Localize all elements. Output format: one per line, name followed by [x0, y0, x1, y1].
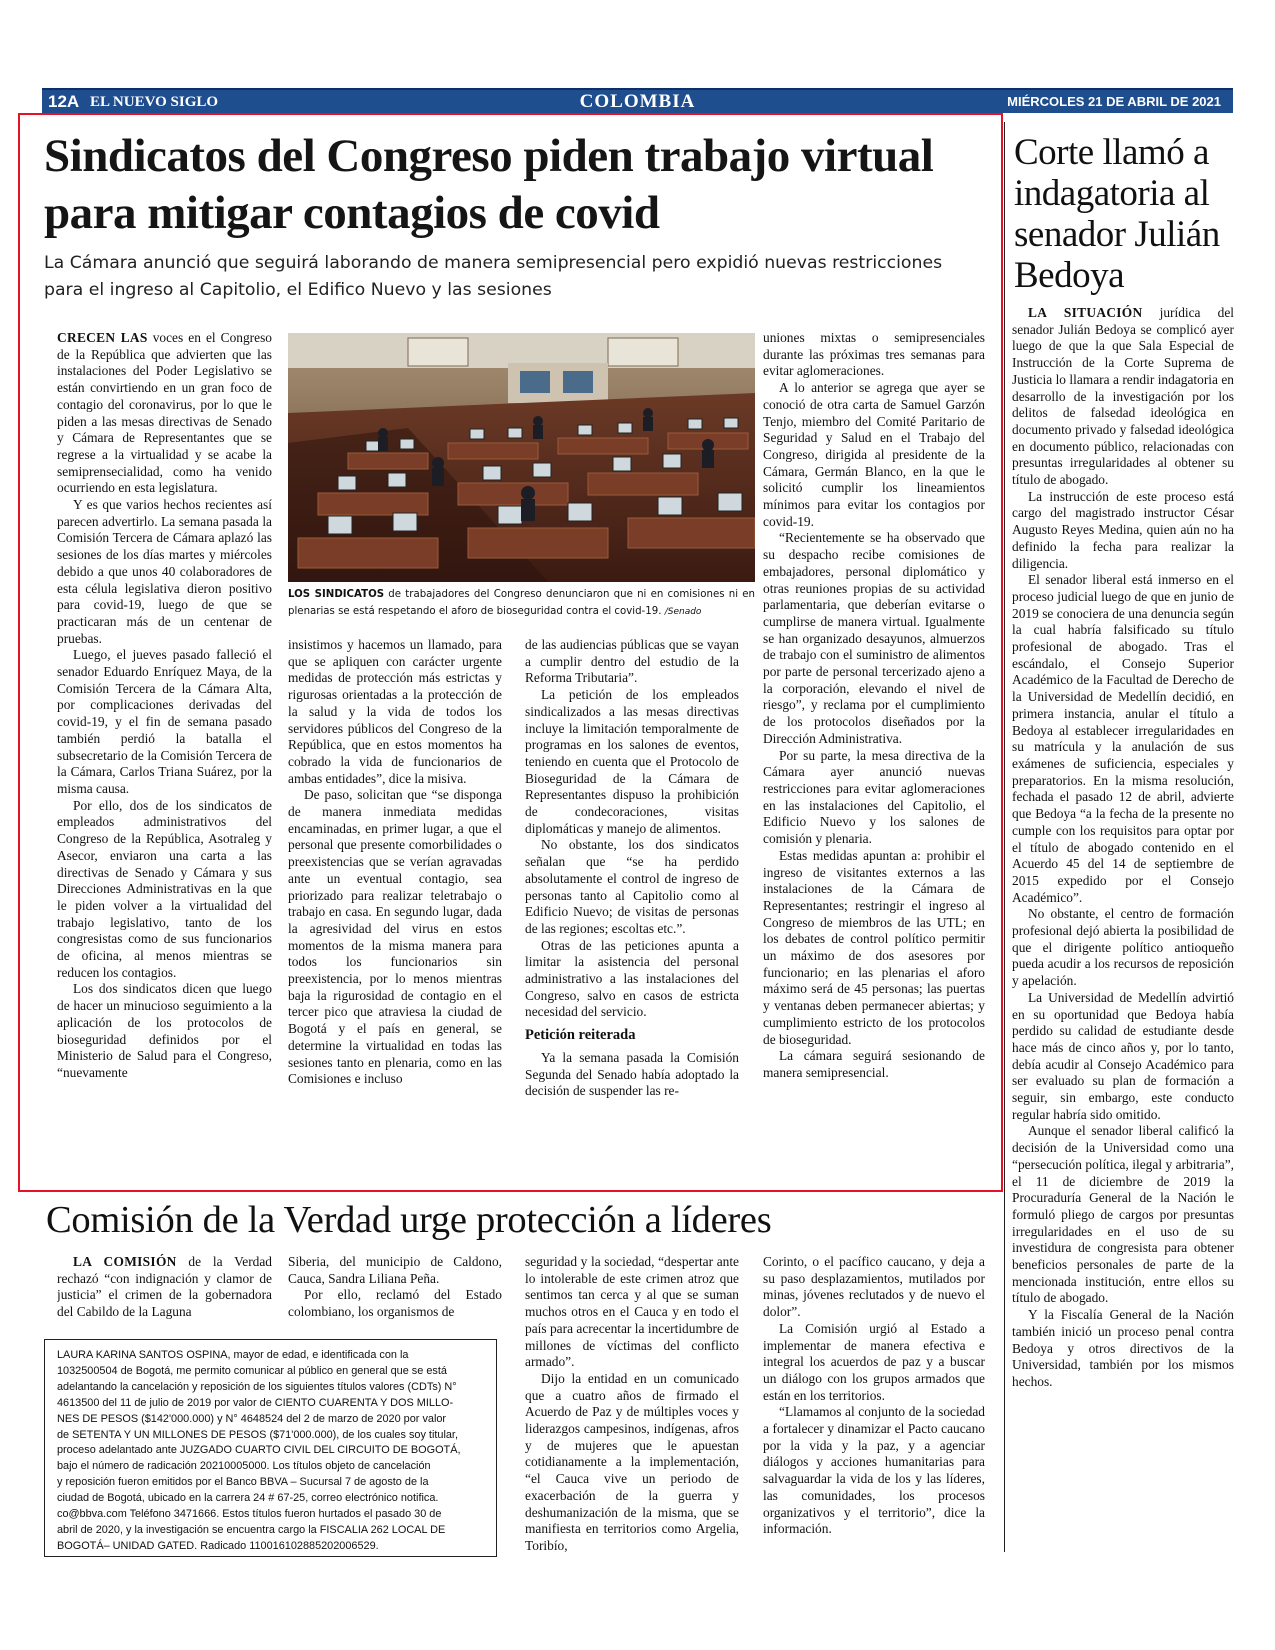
article-paragraph: Por su parte, la mesa directiva de la Cámara ayer anunció nuevas restricciones para evitar aglomeraciones en las instalaciones del Capitolio, el Edificio Nuevo y los salones de comisión y plenaria.	[763, 747, 985, 847]
article-paragraph: Los dos sindicatos dicen que luego de hacer un minucioso seguimiento a la aplicación de los protocolos de bioseguridad definidos por el Ministerio de Salud para el Congreso, “nuevamente	[57, 981, 272, 1080]
photo-credit: /Senado	[664, 607, 702, 617]
article-paragraph: De paso, solicitan que “se disponga de manera inmediata medidas encaminadas, en primer lugar, a que el personal que presente comorbilidades o preexistencias que se verían agravadas ante un eventual contagio, sea priorizado para realizar teletrabajo o trabajo en casa. En segundo lugar, dada la agresividad del virus en estos momentos de la misma manera para todos los funcionarios sin preexistencia, por lo menos mientras baja la rigurosidad de contagio en el tercer pico que atraviesa la ciudad de Bogotá y el país en general, se determine la virtualidad en todas las sesiones tanto en plenaria, como en las Comisiones e incluso	[288, 787, 502, 1087]
photo-caption	[288, 586, 755, 621]
notice-line: LAURA KARINA SANTOS OSPINA, mayor de edad, e identificada con la	[57, 1349, 409, 1361]
article-paragraph: de las audiencias públicas que se vayan a cumplir dentro del estudio de la Reforma Tributaria”.	[525, 637, 739, 686]
main-headline: Sindicatos del Congreso piden trabajo virtual para mitigar contagios de covid	[44, 130, 934, 239]
article-paragraph	[57, 330, 272, 497]
article-paragraph: La Comisión urgió al Estado a implementar de manera efectiva e integral los acuerdos de paz y a buscar un diálogo con los grupos armados que están en los territorios.	[763, 1320, 985, 1403]
lead-in: LA SITUACIÓN	[1028, 305, 1143, 320]
main-article-column-4	[763, 330, 985, 1182]
caption-lead: LOS SINDICATOS	[288, 589, 385, 600]
article-paragraph: A lo anterior se agrega que ayer se conoció de otra carta de Samuel Garzón Tenjo, miembro del Comité Paritario de Seguridad y Salud en el Trabajo del Congreso, dirigida al presidente de la Cámara, Germán Blanco, en la que le solicitó cumplir los lineamientos mínimos para evitar los contagios por covid-19.	[763, 380, 985, 529]
notice-line: co@bbva.com Teléfono 3471666. Estos títulos fueron hurtados el pasado 30 de	[57, 1508, 442, 1521]
article-paragraph: uniones mixtas o semipresenciales durante las próximas tres semanas para evitar aglomeraciones.	[763, 330, 985, 379]
article-paragraph: La cámara seguirá sesionando de manera semipresencial.	[763, 1048, 985, 1080]
bottom-article-column-1	[57, 1254, 272, 1336]
section-name: COLOMBIA	[579, 91, 696, 112]
article-paragraph: Y es que varios hechos recientes así parecen advertirlo. La semana pasada la Comisión Tercera de Cámara aplazó las sesiones de los días martes y miércoles debido a que unos 40 colaboradores de esta célula legislativa dieron positivo para covid-19, luego de que se practicaran más de un centenar de pruebas.	[57, 497, 272, 646]
paragraph-text: jurídica del senador Julián Bedoya se complicó ayer luego de que la que Sala Especial de Instrucción de la Corte Suprema de Justicia lo llamara a rendir indagatoria en desarrollo de la investigación por los delitos de falsedad ideológica en documento privado y falsedad ideológica en documento público, relacionadas con presuntas irregularidades al obtener su título de abogado.	[1012, 305, 1234, 488]
main-article-column-2	[288, 637, 502, 1182]
article-paragraph: No obstante, los dos sindicatos señalan que “se ha perdido absolutamente el control de ingreso de personas tanto al Capitolio como al Edificio Nuevo; de visitas de personas de las regiones; escoltas etc.”.	[525, 837, 739, 936]
article-paragraph: insistimos y hacemos un llamado, para que se apliquen con carácter urgente medidas de protección más estrictas y rigurosas orientadas a la protección de la salud y la vida de todos los servidores públicos del Congreso de la República, que en estos momentos ha cobrado la vida de funcionarios de ambas entidades”, dice la misiva.	[288, 637, 502, 786]
article-paragraph: Corinto, o el pacífico caucano, y deja a su paso desplazamientos, mutilados por minas, jóvenes reclutados y de nuevo el dolor”.	[763, 1254, 985, 1320]
article-paragraph: Y la Fiscalía General de la Nación también inició un proceso penal contra Bedoya y otros directivos de la Universidad, también por los mismos hechos.	[1012, 1307, 1234, 1389]
paragraph-text: de la Verdad rechazó “con indignación y clamor de justicia” el crimen de la gobernadora del Cabildo de la Laguna	[57, 1254, 272, 1320]
notice-line: proceso adelantado ante JUZGADO CUARTO CIVIL DEL CIRCUITO DE BOGOTÁ,	[57, 1444, 461, 1457]
article-paragraph: “Llamamos al conjunto de la sociedad a fortalecer y dinamizar el Pacto caucano por la vida y la paz, y a agenciar diálogos y acciones humanitarias para salvaguardar la vida de los y las líderes, las comunidades, los procesos organizativos y el territorio”, dice la información.	[763, 1404, 985, 1537]
notice-line: adelantando la cancelación y reposición de los siguientes títulos valores (CDTs) N°	[57, 1380, 457, 1393]
notice-line: 1032500504 de Bogotá, me permito comunicar al público en general que se está	[57, 1364, 447, 1377]
subheading: Petición reiterada	[525, 1027, 636, 1044]
article-paragraph: Siberia, del municipio de Caldono, Cauca, Sandra Liliana Peña.	[288, 1254, 502, 1286]
article-paragraph: La instrucción de este proceso está cargo del magistrado instructor César Augusto Reyes Medina, quien aún no ha definido la fecha para realizar la diligencia.	[1012, 488, 1234, 571]
article-paragraph: El senador liberal está inmerso en el proceso judicial luego de que en junio de 2019 se conociera de una denuncia según la cual habría falsificado su título profesional de abogado. Tras el escándalo, el Consejo Superior Académico de la Facultad de Derecho de la Universidad de Medellín decidió, en primera instancia, anular el título a Bedoya al establecer irregularidades en su matrícula y la anulación de sus exámenes de suficiencia, especiales y preparatorios. En la misma resolución, fechada el pasado 12 de abril, advierte que Bedoya “a la fecha de la presente no cumple con los requisitos para optar por el título de abogado contenido en el Acuerdo 45 del 14 de septiembre de 2015 expedido por el Consejo Académico”.	[1012, 572, 1234, 905]
article-paragraph: La Universidad de Medellín advirtió en su oportunidad que Bedoya había perdido su calidad de estudiante desde hace más de cinco años y, por lo tanto, debía acudir al Consejo Académico para ser evaluado su plan de formación a seguir, sin embargo, este conducto regular habría sido omitido.	[1012, 989, 1234, 1122]
legal-notice-box	[44, 1339, 497, 1557]
article-paragraph: La petición de los empleados sindicalizados a las mesas directivas incluye la limitación temporalmente de programas en los salones de eventos, teniendo en cuenta que el Protocolo de Bioseguridad de la Cámara de Representantes dispuso la prohibición de condecoraciones, visitas diplomáticas y manejo de alimentos.	[525, 687, 739, 836]
page-header-bar	[42, 88, 1233, 113]
notice-line: NES DE PESOS ($142'000.000) y N° 4648524 del 2 de marzo de 2020 por valor	[57, 1412, 447, 1425]
main-article-column-3	[525, 637, 739, 1182]
notice-line: ciudad de Bogotá, ubicado en la carrera 24 # 67-25, correo electrónico notifica.	[57, 1492, 439, 1505]
side-headline: Corte llamó a indagatoria al senador Julián Bedoya	[1014, 132, 1220, 296]
caption-text: de trabajadores del Congreso denunciaron que ni en comisiones ni en plenarias se está respetando el aforo de bioseguridad contra el covid-19.	[288, 589, 755, 617]
notice-line: BOGOTÁ– UNIDAD GATED. Radicado 110016102885202006529.	[57, 1539, 379, 1552]
notice-line: bajo el número de radicación 20210005000. Los títulos objeto de cancelación	[57, 1460, 431, 1473]
congress-session-photo	[288, 333, 755, 582]
article-paragraph	[1012, 305, 1234, 489]
bottom-article-column-3	[525, 1254, 739, 1559]
column-divider	[1004, 122, 1005, 1552]
notice-line: abril de 2020, y la investigación se encuentra cargo la FISCALIA 262 LOCAL DE	[57, 1523, 446, 1536]
issue-date: MIÉRCOLES 21 DE ABRIL DE 2021	[1007, 94, 1221, 109]
side-article-column	[1012, 305, 1234, 1557]
publication-name: EL NUEVO SIGLO	[90, 94, 219, 110]
article-paragraph: Otras de las peticiones apunta a limitar la asistencia del personal administrativo a las instalaciones del Congreso, salvo en casos de estricta necesidad del servicio.	[525, 937, 739, 1020]
bottom-article-column-4	[763, 1254, 985, 1559]
lead-in: LA COMISIÓN	[73, 1254, 177, 1269]
article-paragraph: Aunque el senador liberal calificó la decisión de la Universidad como una “persecución política, ilegal y arbitraria”, el 11 de diciembre de 2019 la Procuraduría General de la Nación le formuló pliego de cargos por presuntas irregularidades en el uso de su investidura de congresista para obtener beneficios personales de parte de la mencionada institución, entre ellos su título de abogado.	[1012, 1123, 1234, 1306]
page-number: 12A	[48, 92, 80, 111]
article-paragraph: No obstante, el centro de formación profesional dejó abierta la posibilidad de que el dirigente político antioqueño pueda acudir a los recursos de reposición y apelación.	[1012, 906, 1234, 989]
article-paragraph	[57, 1254, 272, 1321]
bottom-headline: Comisión de la Verdad urge protección a líderes	[46, 1199, 772, 1241]
main-article-column-1	[57, 330, 272, 1180]
article-paragraph: Luego, el jueves pasado falleció el senador Eduardo Enríquez Maya, de la Comisión Tercera de la Cámara Alta, por complicaciones derivadas del covid-19, y el fin de semana pasado también perdió la batalla el subsecretario de la Comisión Tercera de la Cámara, Carlos Triana Suárez, por la misma causa.	[57, 647, 272, 796]
article-paragraph: Por ello, reclamó del Estado colombiano, los organismos de	[288, 1287, 502, 1320]
article-paragraph: Estas medidas apuntan a: prohibir el ingreso de visitantes externos a las instalaciones de la Cámara de Representantes; restringir el ingreso al Congreso de miembros de las UTL; en los debates de control político permitir un máximo de dos asesores por funcionario; en las plenarias el aforo máximo será de 45 personas; las puertas y ventanas deben permanecer abiertas; y cumplimiento estricto de los protocolos de bioseguridad.	[763, 847, 985, 1047]
article-paragraph: Dijo la entidad en un comunicado que a cuatro años de firmado el Acuerdo de Paz y de múltiples voces y liderazgos campesinos, indígenas, afros y de mujeres que le apuestan cotidianamente a la implementación, “el Cauca vive un periodo de exacerbación de la guerra y deshumanización de la misma, que se manifiesta en territorios como Argelia, Toribío,	[525, 1370, 739, 1553]
lead-in: CRECEN LAS	[57, 330, 148, 345]
bottom-article-column-2	[288, 1254, 502, 1336]
article-paragraph: Ya la semana pasada la Comisión Segunda del Senado había adoptado la decisión de suspender las re-	[525, 1049, 739, 1099]
article-paragraph: “Recientemente se ha observado que su despacho recibe comisiones de embajadores, personal diplomático y otras reuniones propias de su actividad parlamentaria, que deberían evitarse o cumplirse de manera virtual. Igualmente se han organizado desayunos, almuerzos de trabajo con el suministro de alimentos por parte de personal tercerizado ajeno a la corporación, elevando el nivel de riesgo”, y reclama por el cumplimiento de los protocolos diseñados por la Dirección Administrativa.	[763, 530, 985, 746]
notice-line: 4613500 del 11 de julio de 2019 por valor de CIENTO CUARENTA Y DOS MILLO-	[57, 1396, 454, 1409]
notice-line: de SETENTA Y UN MILLONES DE PESOS ($71'000.000), de los cuales soy titular,	[57, 1428, 458, 1441]
article-paragraph: seguridad y la sociedad, “despertar ante lo intolerable de este crimen atroz que sentimos tan cerca y al que se suman muchos otros en el Cauca y en todo el país para acrecentar la incertidumbre de millones de víctimas del conflicto armado”.	[525, 1254, 739, 1370]
main-deck: La Cámara anunció que seguirá laborando de manera semipresencial pero expidió nuevas restricciones para el ingreso al Capitolio, el Edifico Nuevo y las sesiones	[44, 253, 943, 300]
paragraph-text: voces en el Congreso de la República que advierten que las instalaciones del Poder Legislativo se están convirtiendo en un gran foco de contagio del coronavirus, por lo que le piden a las mesas directivas de Senado y Cámara de Representantes que se regrese a la virtualidad y se acabe la semiprensecialidad, como ha venido ocurriendo en esta legislatura.	[57, 330, 272, 496]
article-paragraph: Por ello, dos de los sindicatos de empleados administrativos del Congreso de la República, Asotraleg y Asecor, enviaron una carta a las directivas de Senado y Cámara y sus Direcciones Administrativas en la que le piden volver a la virtualidad del trabajo legislativo, tanto de los congresistas como de sus funcionarios de oficina, al menos mientras se reducen los contagios.	[57, 797, 272, 980]
notice-line: y reposición fueron emitidos por el Banco BBVA – Sucursal 7 de agosto de la	[57, 1476, 429, 1489]
